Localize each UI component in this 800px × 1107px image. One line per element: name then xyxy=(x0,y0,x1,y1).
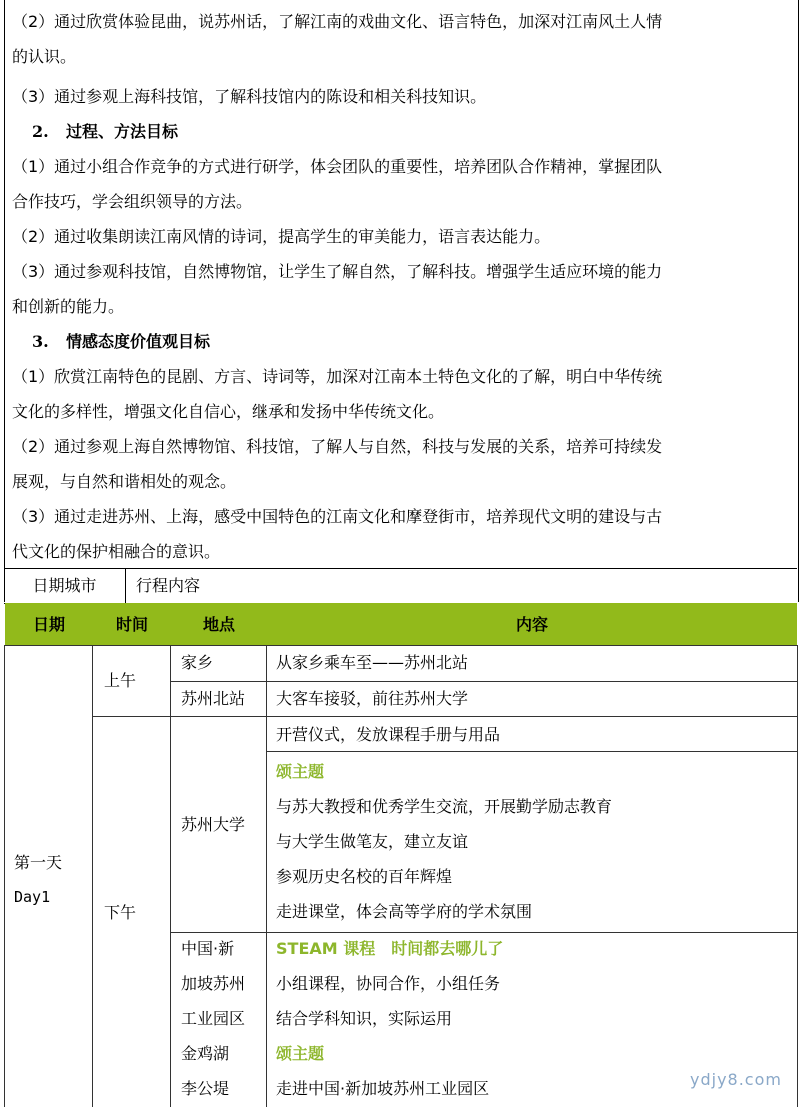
content-item: 结合学科知识，实际运用 xyxy=(276,1009,453,1028)
content-station: 大客车接驳，前往苏州大学 xyxy=(276,689,469,708)
day-label: 第一天 Day1 xyxy=(14,853,63,906)
content-home: 从家乡乘车至——苏州北站 xyxy=(276,653,469,672)
location-park: 中国·新 xyxy=(181,939,235,958)
itinerary-header-content: 行程内容 xyxy=(136,576,201,595)
grid-line xyxy=(266,645,267,1107)
location-station: 苏州北站 xyxy=(181,689,246,708)
content-item: 走进中国·新加坡苏州工业园区 xyxy=(276,1079,490,1098)
location-park: 李公堤 xyxy=(181,1079,230,1098)
objective-knowledge-2: （2）通过欣赏体验昆曲，说苏州话，了解江南的戏曲文化、语言特色，加深对江南风土人情 的认识。 xyxy=(12,12,663,66)
location-university: 苏州大学 xyxy=(181,815,246,834)
itinerary-header-row xyxy=(4,568,797,604)
grid-line xyxy=(170,681,798,682)
objective-process-2: （2）通过收集朗读江南风情的诗词，提高学生的审美能力，语言表达能力。 xyxy=(12,227,551,246)
objective-knowledge-3: （3）通过参观上海科技馆，了解科技馆内的陈设和相关科技知识。 xyxy=(12,87,487,106)
header-date: 日期 xyxy=(32,615,65,634)
grid-line xyxy=(170,645,171,1107)
watermark: ydjy8.com xyxy=(690,1070,782,1089)
section-heading-values: 3. 情感态度价值观目标 xyxy=(32,332,211,351)
location-park: 工业园区 xyxy=(181,1009,246,1028)
objective-process-1: （1）通过小组合作竞争的方式进行研学，体会团队的重要性，培养团队合作精神，掌握团队 合作技巧，学会组织领导的方法。 xyxy=(12,157,663,211)
grid-line xyxy=(797,645,798,1107)
location-park: 加坡苏州 xyxy=(181,974,246,993)
grid-line xyxy=(92,716,798,717)
location-park: 金鸡湖 xyxy=(181,1044,230,1063)
content-opening: 开营仪式，发放课程手册与用品 xyxy=(276,725,501,744)
time-morning: 上午 xyxy=(104,671,137,690)
content-item: 与大学生做笔友，建立友谊 xyxy=(276,832,469,851)
itinerary-header-date-city: 日期城市 xyxy=(4,569,126,603)
objective-process-3: （3）通过参观科技馆，自然博物馆，让学生了解自然，了解科技。增强学生适应环境的能力 和创新的能力。 xyxy=(12,262,663,316)
schedule-header xyxy=(5,603,797,645)
content-theme-label: 颂主题 xyxy=(276,762,325,781)
header-content: 内容 xyxy=(515,615,548,634)
content-item: 参观历史名校的百年辉煌 xyxy=(276,867,453,886)
header-time: 时间 xyxy=(115,615,148,634)
content-item: 走进课堂，体会高等学府的学术氛围 xyxy=(276,902,533,921)
content-steam-course: STEAM 课程 时间都去哪儿了 xyxy=(276,939,504,958)
content-theme-label: 颂主题 xyxy=(276,1044,325,1063)
header-location: 地点 xyxy=(202,615,235,634)
grid-line xyxy=(4,645,5,1107)
content-item: 小组课程，协同合作，小组任务 xyxy=(276,974,501,993)
grid-line xyxy=(92,645,93,1107)
objective-values-1: （1）欣赏江南特色的昆剧、方言、诗词等，加深对江南本土特色文化的了解，明白中华传统 文化的多样性，增强文化自信心，继承和发扬中华传统文化。 xyxy=(12,367,663,421)
objective-values-3: （3）通过走进苏州、上海，感受中国特色的江南文化和摩登街市，培养现代文明的建设与古 代文化的保护相融合的意识。 xyxy=(12,507,663,561)
content-item: 与苏大教授和优秀学生交流，开展勤学励志教育 xyxy=(276,797,613,816)
objective-values-2: （2）通过参观上海自然博物馆、科技馆，了解人与自然，科技与发展的关系，培养可持续发 展观，与自然和谐相处的观念。 xyxy=(12,437,663,491)
time-afternoon: 下午 xyxy=(104,903,137,922)
location-home: 家乡 xyxy=(181,653,214,672)
section-heading-process: 2. 过程、方法目标 xyxy=(32,122,179,141)
